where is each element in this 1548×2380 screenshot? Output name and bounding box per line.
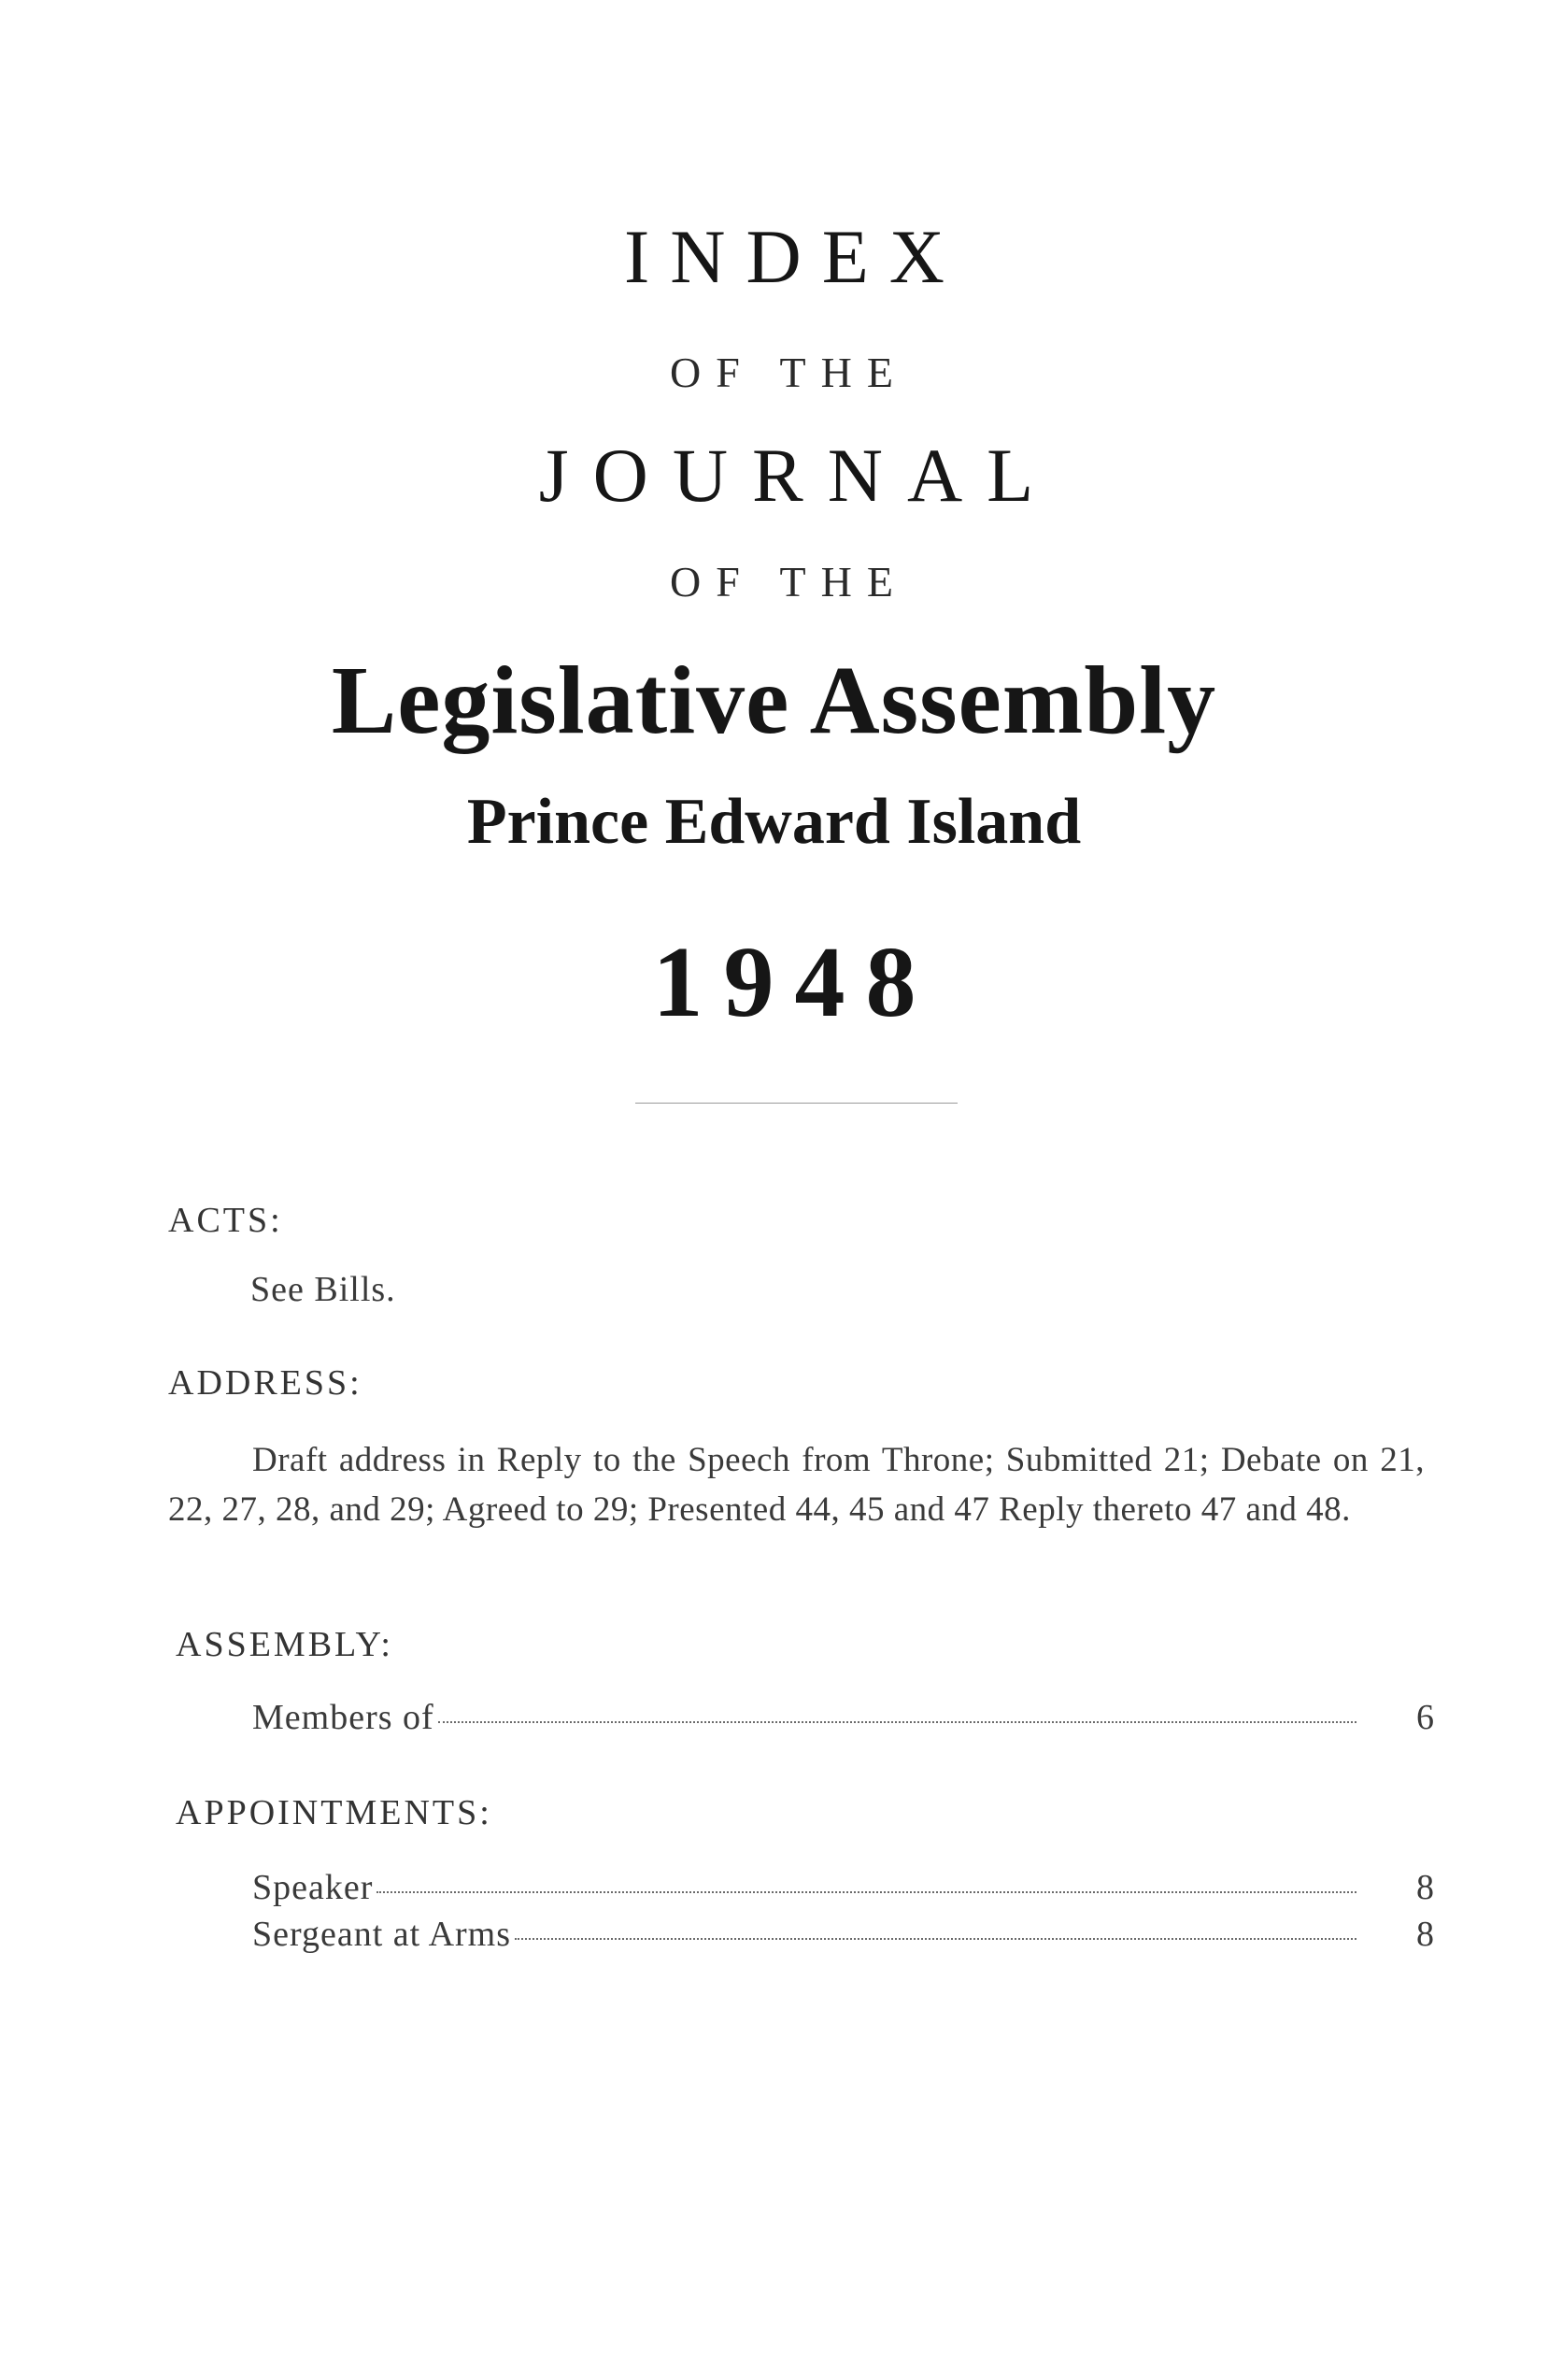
title-of-the-first: OF THE — [670, 349, 908, 396]
index-row-label: Sergeant at Arms — [252, 1915, 512, 1954]
index-row-page: 6 — [1416, 1698, 1435, 1737]
title-journal: JOURNAL — [538, 433, 1058, 518]
section-heading-assembly: ASSEMBLY: — [176, 1625, 393, 1664]
title-year: 1948 — [652, 927, 937, 1038]
title-legislative-assembly: Legislative Assembly — [331, 647, 1217, 754]
index-row-page: 8 — [1416, 1868, 1435, 1907]
address-entry-text: Draft address in Reply to the Speech from Throne; Submitted 21; Debate on 21, 22, 27, 28, and 29; Agreed to 29; Presented 44, 45 and 47 Reply thereto 47 and 48. — [168, 1441, 1425, 1529]
title-divider — [635, 1103, 958, 1104]
section-heading-address: ADDRESS: — [168, 1363, 362, 1403]
dot-leader — [376, 1891, 1356, 1893]
section-heading-acts: ACTS: — [168, 1201, 283, 1240]
index-row-members-of — [252, 1697, 1435, 1742]
title-of-the-second: OF THE — [670, 558, 908, 606]
dot-leader — [515, 1938, 1356, 1940]
section-heading-appointments: APPOINTMENTS: — [176, 1793, 492, 1832]
index-row-sergeant-at-arms — [252, 1914, 1435, 1959]
index-row-speaker — [252, 1867, 1435, 1912]
acts-see-bills: See Bills. — [250, 1270, 396, 1309]
title-province: Prince Edward Island — [466, 786, 1082, 858]
index-row-label: Members of — [252, 1698, 434, 1737]
dot-leader — [438, 1721, 1356, 1723]
title-index: INDEX — [623, 214, 966, 299]
index-row-page: 8 — [1416, 1915, 1435, 1954]
index-row-label: Speaker — [252, 1868, 374, 1907]
